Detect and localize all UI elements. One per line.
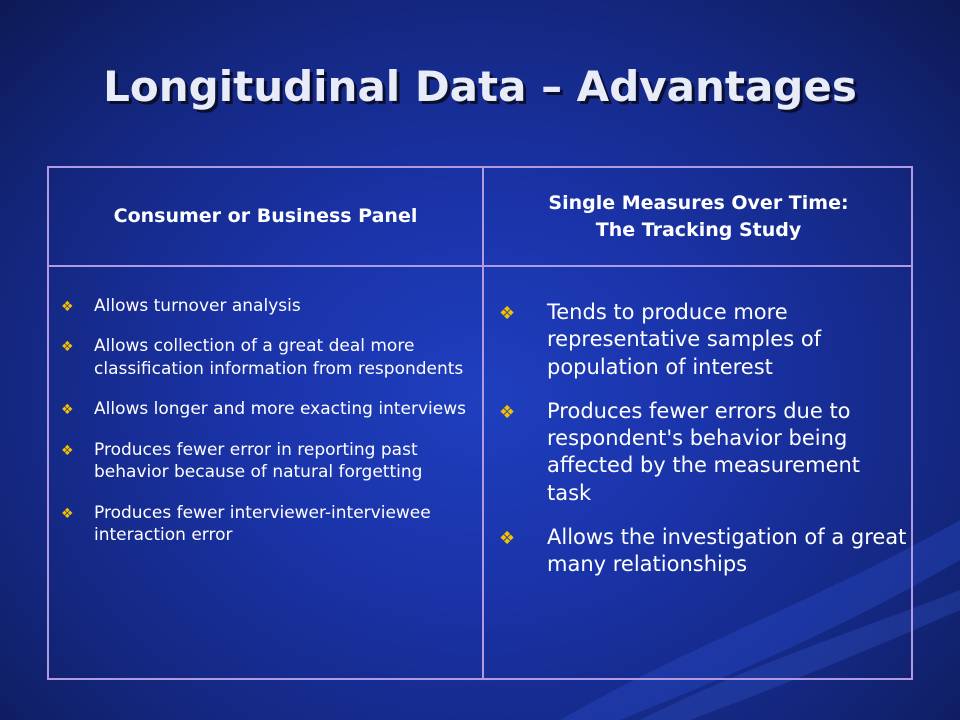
header-tracking-study — [484, 168, 913, 265]
list-item-text: Produces fewer error in reporting past behavior because of natural forgetting — [94, 439, 423, 483]
list-item-text: Produces fewer errors due to respondent's behavior being affected by the measurement task — [547, 398, 861, 505]
list-item — [61, 335, 469, 380]
list-item-text: Tends to produce more representative samples of population of interest — [547, 300, 822, 379]
header-divider — [49, 265, 911, 267]
panel-advantages-list — [61, 295, 469, 565]
diamond-bullet-icon: ❖ — [499, 303, 516, 324]
list-item — [499, 398, 907, 507]
list-item-text: Allows the investigation of a great many relationships — [547, 525, 907, 577]
diamond-bullet-icon: ❖ — [61, 402, 74, 419]
diamond-bullet-icon: ❖ — [61, 505, 74, 522]
list-item — [61, 502, 469, 547]
list-item — [61, 295, 469, 317]
comparison-table — [47, 166, 913, 680]
list-item — [61, 398, 469, 420]
diamond-bullet-icon: ❖ — [61, 339, 74, 356]
list-item-text: Allows collection of a great deal more classification information from respondents — [94, 336, 464, 379]
list-item — [61, 439, 469, 484]
header-tracking-study-text: Single Measures Over Time: The Tracking Study — [548, 192, 849, 241]
list-item — [499, 524, 907, 579]
diamond-bullet-icon: ❖ — [499, 528, 516, 550]
tracking-advantages-list — [499, 299, 907, 596]
diamond-bullet-icon: ❖ — [499, 401, 516, 423]
list-item-text: Produces fewer interviewer-interviewee interaction error — [94, 502, 431, 546]
list-item — [499, 299, 907, 381]
list-item-text: Allows longer and more exacting interviews — [94, 399, 466, 420]
diamond-bullet-icon: ❖ — [61, 442, 74, 459]
list-item-text: Allows turnover analysis — [94, 296, 301, 316]
slide-title: Longitudinal Data – Advantages — [103, 62, 857, 111]
diamond-bullet-icon: ❖ — [61, 299, 74, 315]
header-consumer-panel: Consumer or Business Panel — [113, 205, 418, 228]
